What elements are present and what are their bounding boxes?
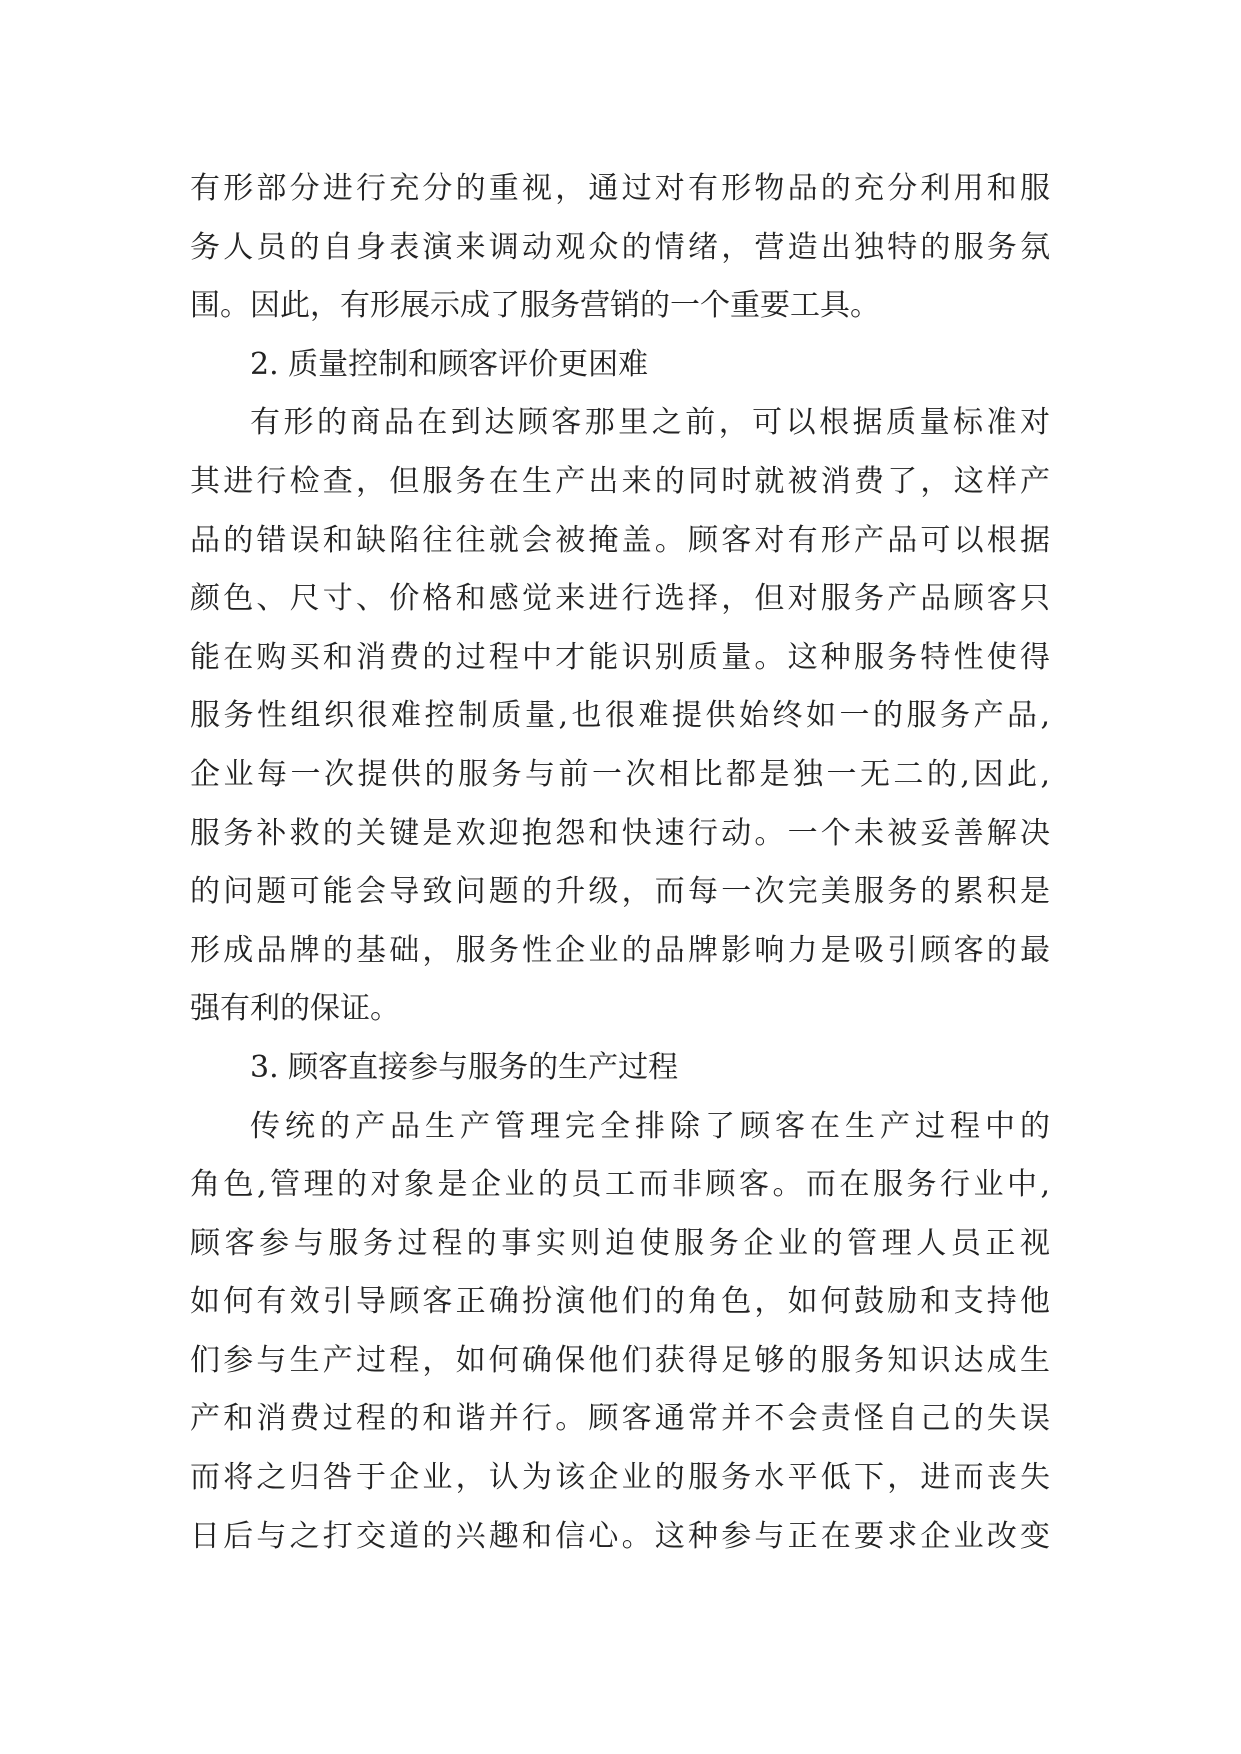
text-line: 务人员的自身表演来调动观众的情绪，营造出独特的服务氛 [190, 229, 1050, 265]
text-line: 而将之归咎于企业，认为该企业的服务水平低下，进而丧失 [190, 1460, 1050, 1496]
text-line: 形成品牌的基础，服务性企业的品牌影响力是吸引顾客的最 [190, 932, 1050, 968]
text-line: 品的错误和缺陷往往就会被掩盖。顾客对有形产品可以根据 [190, 522, 1050, 558]
text-line: 能在购买和消费的过程中才能识别质量。这种服务特性使得 [190, 639, 1050, 675]
text-line: 如何有效引导顾客正确扮演他们的角色，如何鼓励和支持他 [190, 1284, 1050, 1320]
section-heading: 3. 顾客直接参与服务的生产过程 [250, 1049, 679, 1085]
text-line: 有形的商品在到达顾客那里之前，可以根据质量标准对 [250, 405, 1050, 441]
text-line: 围。因此，有形展示成了服务营销的一个重要工具。 [190, 288, 880, 324]
body-text [190, 160, 1050, 1566]
text-line: 的问题可能会导致问题的升级，而每一次完美服务的累积是 [190, 874, 1050, 910]
text-line: 有形部分进行充分的重视，通过对有形物品的充分利用和服 [190, 171, 1050, 206]
text-line: 产和消费过程的和谐并行。顾客通常并不会责怪自己的失误 [190, 1401, 1050, 1437]
text-line: 顾客参与服务过程的事实则迫使服务企业的管理人员正视 [190, 1225, 1050, 1261]
text-line: 服务补救的关键是欢迎抱怨和快速行动。一个未被妥善解决 [190, 815, 1050, 851]
text-line: 企业每一次提供的服务与前一次相比都是独一无二的,因此, [190, 756, 1050, 792]
text-line: 们参与生产过程，如何确保他们获得足够的服务知识达成生 [190, 1342, 1050, 1378]
text-line: 传统的产品生产管理完全排除了顾客在生产过程中的 [250, 1108, 1050, 1144]
section-heading: 2. 质量控制和顾客评价更困难 [250, 346, 649, 382]
text-line: 其进行检查，但服务在生产出来的同时就被消费了，这样产 [190, 463, 1050, 499]
text-line: 角色,管理的对象是企业的员工而非顾客。而在服务行业中, [190, 1167, 1050, 1203]
text-line: 颜色、尺寸、价格和感觉来进行选择，但对服务产品顾客只 [190, 581, 1050, 617]
text-line: 强有利的保证。 [190, 991, 400, 1027]
text-line: 日后与之打交道的兴趣和信心。这种参与正在要求企业改变 [190, 1518, 1050, 1554]
text-line: 服务性组织很难控制质量,也很难提供始终如一的服务产品, [190, 698, 1050, 734]
